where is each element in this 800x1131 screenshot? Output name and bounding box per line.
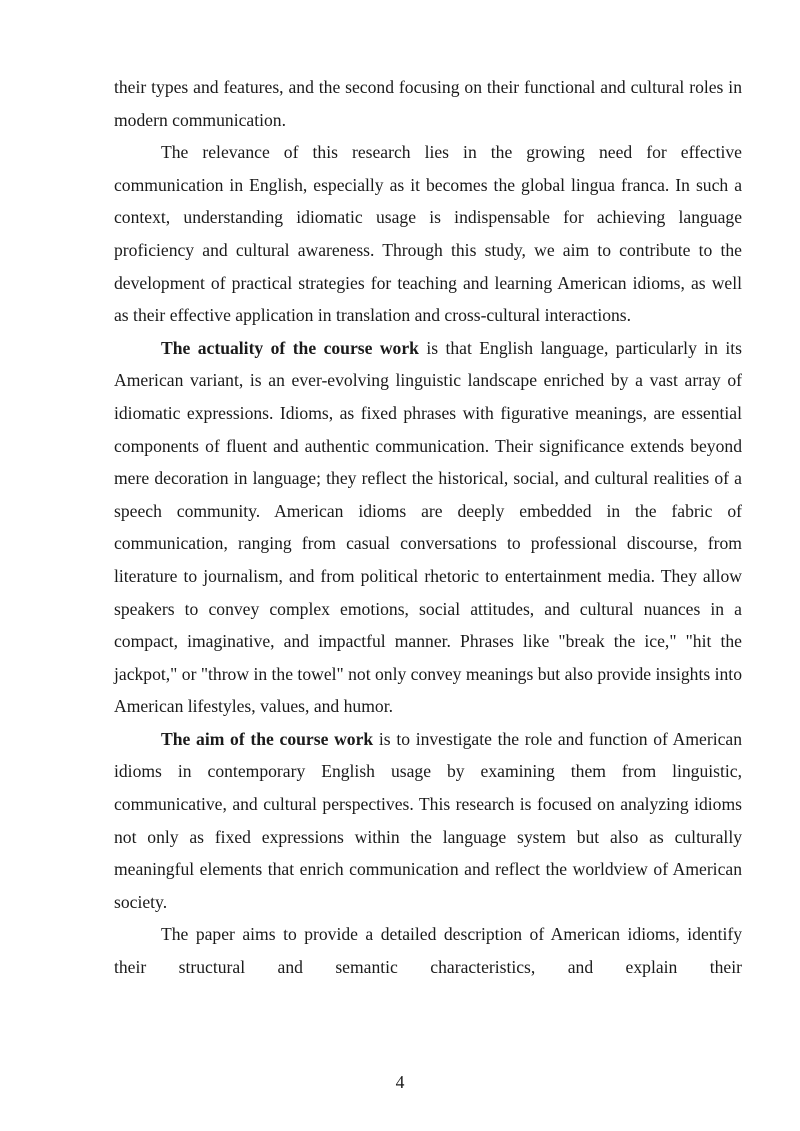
paragraph-intro-continuation (114, 71, 742, 136)
paragraph-text: The paper aims to provide a detailed description of American idioms, identify their structural and semantic characteristics, and explain their (114, 924, 742, 978)
paragraph-aim (114, 723, 742, 919)
paragraph-text: The relevance of this research lies in the growing need for effective communication in English, especially as it becomes the global lingua franca. In such a context, understanding idiomatic usage is indispensable for achieving language proficiency and cultural awareness. Through this study, we aim to contribute to the development of practical strategies for teaching and learning American idioms, as well as their effective application in translation and cross-cultural interactions. (114, 142, 742, 326)
paragraph-actuality (114, 332, 742, 723)
paragraph-lead-heading: The actuality of the course work (161, 337, 419, 358)
paragraph-text: is to investigate the role and function of American idioms in contemporary English usage by examining them from linguistic, communicative, and cultural perspectives. This research is focused on analyzing idioms not only as fixed expressions within the language system but also as culturally meaningful elements that enrich communication and reflect the worldview of American society. (114, 728, 742, 912)
paragraph-text: is that English language, particularly in its American variant, is an ever-evolving linguistic landscape enriched by a vast array of idiomatic expressions. Idioms, as fixed phrases with figurative meanings, are essential components of fluent and authentic communication. Their significance extends beyond mere decoration in language; they reflect the historical, social, and cultural realities of a speech community. American idioms are deeply embedded in the fabric of communication, ranging from casual conversations to professional discourse, from literature to journalism, and from political rhetoric to entertainment media. They allow speakers to convey complex emotions, social attitudes, and cultural nuances in a compact, imaginative, and impactful manner. Phrases like "break the ice," "hit the jackpot," or "throw in the towel" not only convey meanings but also provide insights into American lifestyles, values, and humor. (114, 337, 743, 717)
paragraph-text: their types and features, and the second focusing on their functional and cultural roles in modern communication. (114, 77, 742, 130)
page-number: 4 (395, 1072, 405, 1092)
document-page (114, 71, 742, 984)
paragraph-lead-heading: The aim of the course work (161, 728, 374, 749)
paragraph-paper-aims (114, 918, 742, 983)
paragraph-relevance (114, 136, 742, 332)
